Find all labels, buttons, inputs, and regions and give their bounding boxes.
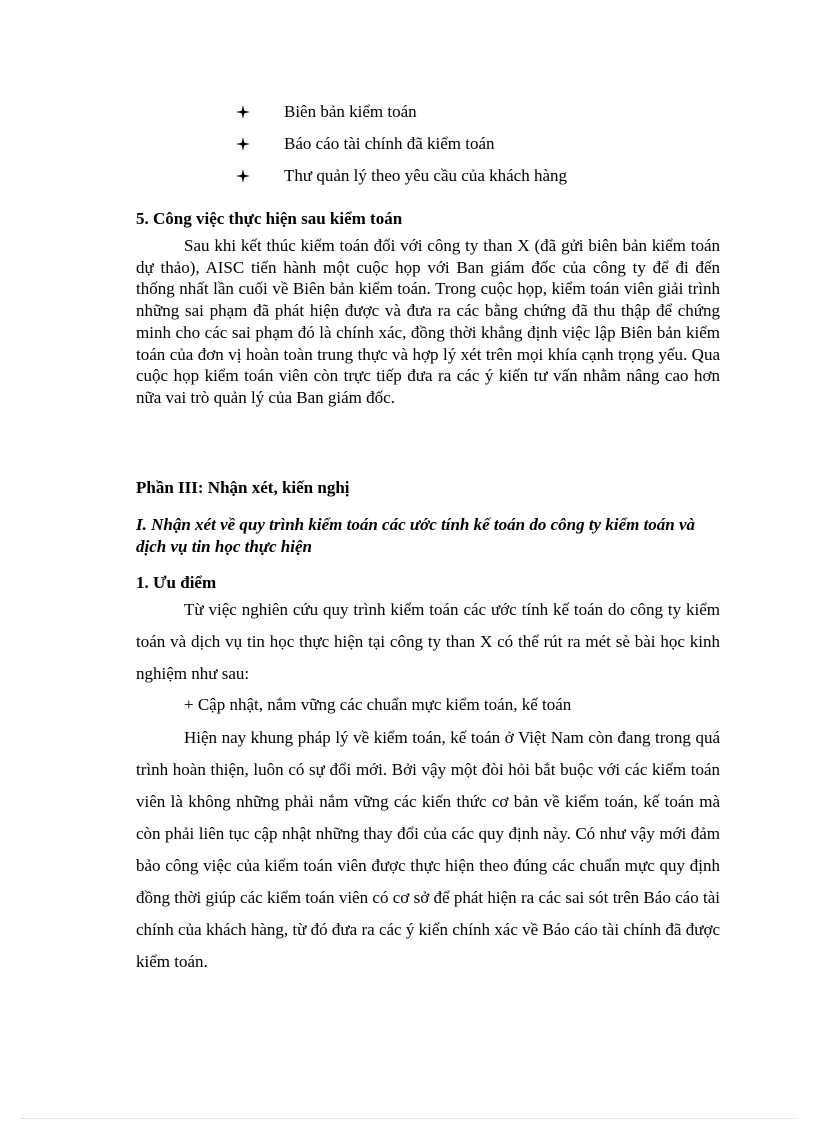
page-bottom-divider (20, 1118, 796, 1119)
four-point-star-bullet-icon (236, 137, 284, 151)
four-point-star-bullet-icon (236, 105, 284, 119)
part-3-subheading: I. Nhận xét về quy trình kiểm toán các ước tính kế toán do công ty kiểm toán và dịch vụ tin học thực hiện (136, 515, 696, 556)
advantages-body-paragraph: Hiện nay khung pháp lý về kiểm toán, kế toán ở Việt Nam còn đang trong quá trình hoàn thiện, luôn có sự đổi mới. Bởi vậy một đòi hỏi bắt buộc với các kiểm toán viên là không những phải nắm vững các kiến thức cơ bản về kiểm toán, kế toán mà còn phải liên tục cập nhật những thay đổi của các quy định này. Có như vậy mới đảm bảo công việc của kiểm toán viên được thực hiện theo đúng các chuẩn mực quy định đồng thời giúp các kiểm toán viên có cơ sở để phát hiện ra các sai sót trên Báo cáo tài chính của khách hàng, từ đó đưa ra các ý kiến chính xác về Báo cáo tài chính đã được kiểm toán. (136, 728, 720, 971)
list-item-text: Biên bản kiểm toán (284, 102, 417, 121)
four-point-star-bullet-icon (236, 169, 284, 183)
advantages-point: + Cập nhật, nắm vững các chuẩn mực kiểm toán, kế toán (184, 695, 572, 714)
advantages-intro-paragraph: Từ việc nghiên cứu quy trình kiểm toán các ước tính kế toán do công ty kiểm toán và dịch vụ tin học thực hiện tại công ty than X có thể rút ra mét sè bài học kinh nghiệm như sau: (136, 600, 720, 683)
advantages-heading: 1. Ưu điểm (136, 573, 217, 592)
part-3-heading: Phần III: Nhận xét, kiến nghị (136, 478, 350, 497)
section-5-heading: 5. Công việc thực hiện sau kiểm toán (136, 209, 403, 228)
section-5-paragraph: Sau khi kết thúc kiểm toán đối với công ty than X (đã gửi biên bản kiểm toán dự thảo), AISC tiến hành một cuộc họp với Ban giám đốc của công ty để đi đến thống nhất lần cuối về Biên bản kiểm toán. Trong cuộc họp, kiểm toán viên giải trình những sai phạm đã phát hiện được và đưa ra các bằng chứng đã thu thập để chứng minh cho các sai phạm đó là chính xác, đồng thời khẳng định việc lập Biên bản kiểm toán của đơn vị hoàn toàn trung thực và hợp lý xét trên mọi khía cạnh trọng yếu. Qua cuộc họp kiểm toán viên còn trực tiếp đưa ra các ý kiến tư vấn nhằm nâng cao hơn nữa vai trò quản lý của Ban giám đốc. (136, 236, 720, 407)
list-item-text: Thư quản lý theo yêu cầu của khách hàng (284, 166, 567, 185)
list-item-text: Báo cáo tài chính đã kiểm toán (284, 134, 495, 153)
deliverables-list (236, 96, 567, 192)
list-item (236, 160, 567, 192)
list-item (236, 128, 567, 160)
list-item (236, 96, 567, 128)
